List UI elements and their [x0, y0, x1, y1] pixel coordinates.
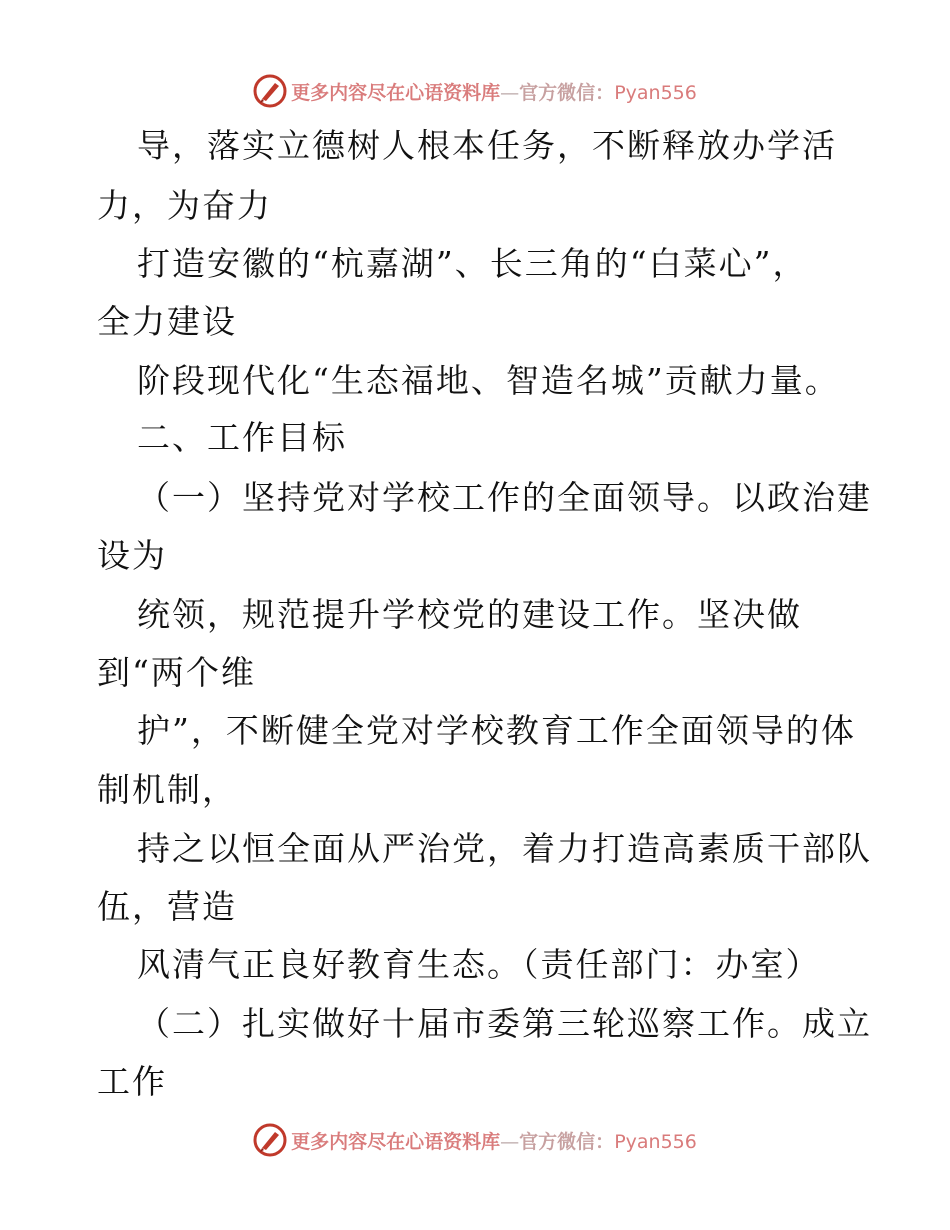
body-line: 导，落实立德树人根本任务，不断释放办学活: [137, 126, 837, 165]
body-line: （二）扎实做好十届市委第三轮巡察工作。成立: [137, 1004, 872, 1043]
body-line: 设为: [97, 536, 167, 575]
pen-logo-icon: [253, 74, 287, 108]
body-line: 到“两个维: [97, 653, 256, 692]
body-line: 统领，规范提升学校党的建设工作。坚决做: [137, 595, 802, 634]
body-line: 阶段现代化“生态福地、智造名城”贡献力量。: [137, 361, 840, 400]
body-line: 持之以恒全面从严治党，着力打造高素质干部队: [137, 829, 872, 868]
body-line: 力，为奋力: [97, 186, 272, 225]
watermark-text: 更多内容尽在心语资料库—官方微信：Pyan556: [291, 81, 697, 104]
body-line: （一）坚持党对学校工作的全面领导。以政治建: [137, 478, 872, 517]
pen-logo-icon: [253, 1123, 287, 1157]
body-line: 制机制，: [97, 770, 237, 809]
body-line: 工作: [97, 1062, 167, 1101]
body-line: 风清气正良好教育生态。（责任部门：办室）: [137, 945, 821, 984]
body-line: 伍，营造: [97, 887, 237, 926]
watermark-text: 更多内容尽在心语资料库—官方微信：Pyan556: [291, 1130, 697, 1153]
body-line: 全力建设: [97, 302, 237, 341]
body-line: 打造安徽的“杭嘉湖”、长三角的“白菜心”，: [137, 244, 808, 283]
watermark-footer: [0, 1120, 950, 1160]
body-line: 护”，不断健全党对学校教育工作全面领导的体: [137, 711, 856, 750]
watermark-header: [0, 71, 950, 111]
section-heading: 二、工作目标: [137, 418, 347, 457]
